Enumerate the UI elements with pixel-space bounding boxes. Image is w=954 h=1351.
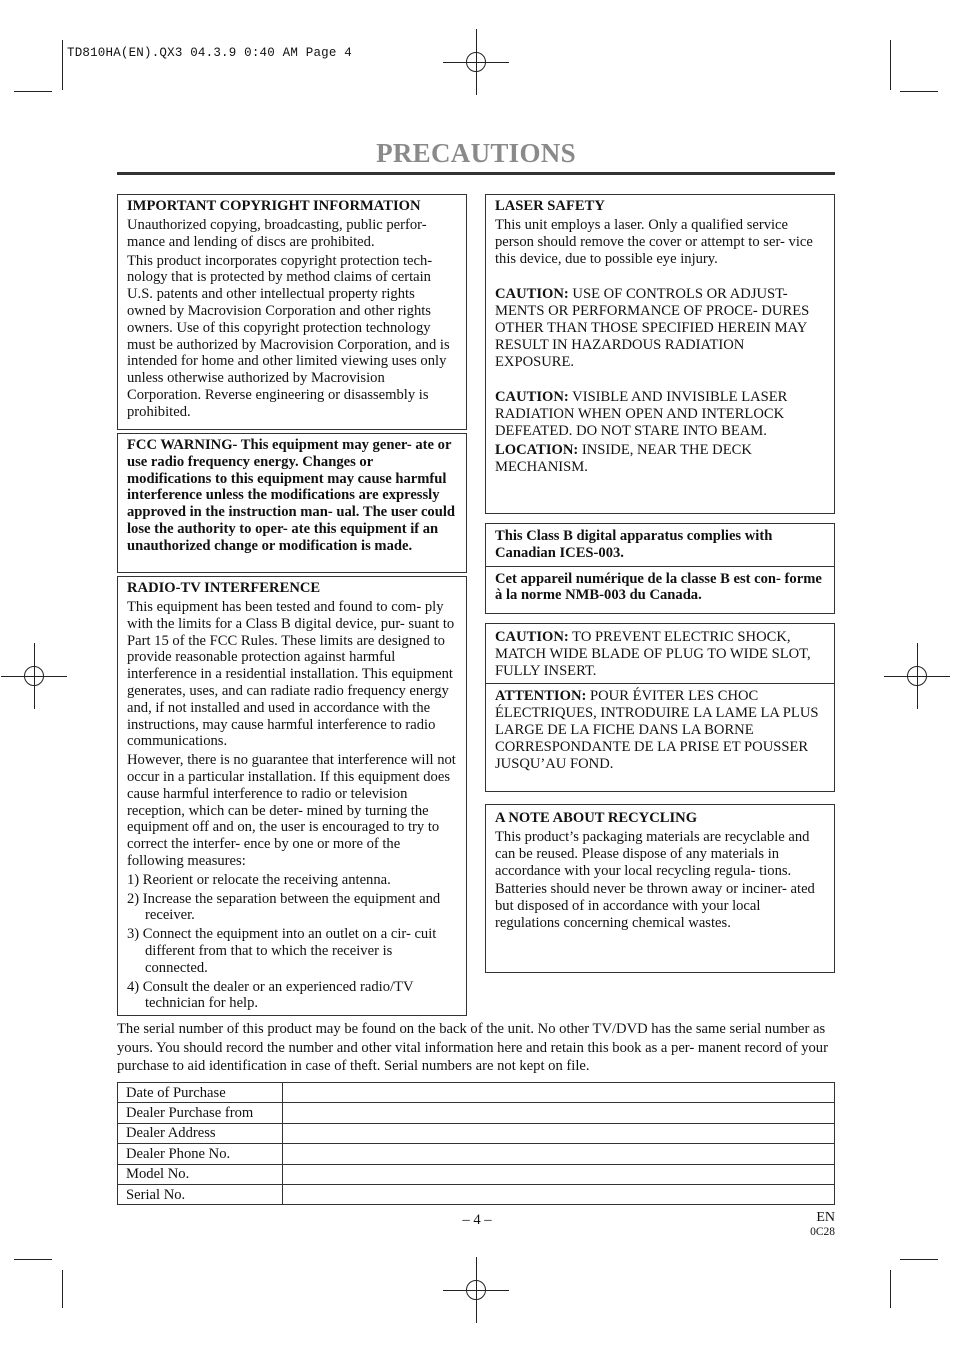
fcc-warning-text: FCC WARNING- This equipment may gener- ate or use radio frequency energy. Changes or modifications to this equipment may cause harmful interference unless the modifications are expressly approved in the instruction man- ual. The user could lose the authority to oper- ate this equipment if an unauthorized change or modification is made. xyxy=(127,437,456,554)
row-label: Serial No. xyxy=(118,1184,283,1204)
crop-mark xyxy=(900,91,938,92)
laser-safety-box xyxy=(485,194,835,514)
registration-mark-right xyxy=(902,661,932,691)
purchase-record-table xyxy=(117,1082,835,1205)
blank-entry-field xyxy=(283,1164,835,1184)
canada-compliance-box xyxy=(485,523,835,614)
copyright-box xyxy=(117,194,467,430)
laser-location: LOCATION: INSIDE, NEAR THE DECK MECHANISM. xyxy=(495,441,752,475)
row-label: Dealer Purchase from xyxy=(118,1103,283,1123)
list-item: 1) Reorient or relocate the receiving antenna. xyxy=(127,871,391,888)
table-row xyxy=(118,1103,835,1123)
fcc-warning-box xyxy=(117,433,467,573)
blank-entry-field xyxy=(283,1083,835,1103)
blank-entry-field xyxy=(283,1123,835,1143)
row-label: Dealer Phone No. xyxy=(118,1144,283,1164)
crop-mark xyxy=(14,1259,52,1260)
divider xyxy=(486,566,834,567)
row-label: Model No. xyxy=(118,1164,283,1184)
registration-mark-left xyxy=(19,661,49,691)
laser-paragraph: This unit employs a laser. Only a qualified service person should remove the cover or attempt to ser- vice this device, due to possible eye injury. xyxy=(495,217,813,267)
radio-tv-heading: RADIO-TV INTERFERENCE xyxy=(127,580,321,596)
laser-caution-1: CAUTION: USE OF CONTROLS OR ADJUST- MENTS OR PERFORMANCE OF PROCE- DURES OTHER THAN THOSE SPECIFIED HEREIN MAY RESULT IN HAZARDOUS RADIATION EXPOSURE. xyxy=(495,286,810,370)
page-title: PRECAUTIONS xyxy=(376,138,576,168)
crop-mark xyxy=(900,1259,938,1260)
crop-mark xyxy=(62,1270,63,1308)
document-code: 0C28 xyxy=(810,1226,835,1238)
recycling-heading: A NOTE ABOUT RECYCLING xyxy=(495,810,698,826)
laser-heading: LASER SAFETY xyxy=(495,198,605,214)
radio-tv-box xyxy=(117,576,467,1016)
canada-french: Cet appareil numérique de la classe B est con- forme à la norme NMB-003 du Canada. xyxy=(495,570,822,604)
list-item: 4) Consult the dealer or an experienced radio/TV technician for help. xyxy=(127,978,414,1012)
recycling-paragraph: Batteries should never be thrown away or inciner- ated but disposed of in accordance with your local regulations concerning chemical wastes. xyxy=(495,881,815,931)
blank-entry-field xyxy=(283,1103,835,1123)
laser-caution-2: CAUTION: VISIBLE AND INVISIBLE LASER RADIATION WHEN OPEN AND INTERLOCK DEFEATED. DO NOT STARE INTO BEAM. xyxy=(495,389,788,439)
list-item: 3) Connect the equipment into an outlet on a cir- cuit different from that to which the receiver is connected. xyxy=(127,926,437,976)
title-rule xyxy=(117,172,835,175)
page-number: – 4 – xyxy=(462,1212,492,1228)
table-row xyxy=(118,1184,835,1204)
table-row xyxy=(118,1123,835,1143)
blank-entry-field xyxy=(283,1144,835,1164)
shock-attention: ATTENTION: POUR ÉVITER LES CHOC ÉLECTRIQUES, INTRODUIRE LA LAME LA PLUS LARGE DE LA FICHE DANS LA BORNE CORRESPONDANTE DE LA PRISE ET POUSSER JUSQU’AU FOND. xyxy=(495,688,819,772)
measures-list xyxy=(127,872,457,1012)
registration-mark-top xyxy=(461,47,491,77)
table-row xyxy=(118,1083,835,1103)
row-label: Dealer Address xyxy=(118,1123,283,1143)
radio-tv-paragraph: This equipment has been tested and found to com- ply with the limits for a Class B digital device, pur- suant to Part 15 of the FCC Rules. These limits are designed to provide reasonable protection against harmful interference in a residential installation. This equipment generates, uses, and can radiate radio frequency energy and, if not installed and used in accordance with the instructions, may cause harmful interference to radio communications. xyxy=(127,599,455,750)
copyright-heading: IMPORTANT COPYRIGHT INFORMATION xyxy=(127,198,421,214)
copyright-paragraph: Unauthorized copying, broadcasting, public perfor- mance and lending of discs are prohibited. xyxy=(127,217,427,250)
electric-shock-box xyxy=(485,623,835,792)
row-label: Date of Purchase xyxy=(118,1083,283,1103)
language-code: EN xyxy=(816,1210,835,1225)
divider xyxy=(486,683,834,684)
table-row xyxy=(118,1164,835,1184)
crop-mark xyxy=(14,91,52,92)
crop-mark xyxy=(890,40,891,90)
radio-tv-paragraph: However, there is no guarantee that interference will not occur in a particular installation. If this equipment does cause harmful interference to radio or television reception, which can be deter- mined by turning the equipment off and on, the user is encouraged to try to correct the interfer- ence by one or more of the following measures: xyxy=(127,752,456,869)
recycling-paragraph: This product’s packaging materials are recyclable and can be reused. Please dispose of any materials in accordance with your local recycling regula- tions. xyxy=(495,829,810,879)
registration-mark-bottom xyxy=(461,1275,491,1305)
list-item: 2) Increase the separation between the equipment and receiver. xyxy=(127,890,441,924)
recycling-box xyxy=(485,804,835,973)
copyright-paragraph: This product incorporates copyright protection tech- nology that is protected by method claims of certain U.S. patents and other intellectual property rights owned by Macrovision Corporation and other rights owners. Use of this copyright protection technology must be authorized by Macrovision Corporation, and is intended for home and other limited viewing uses only unless otherwise authorized by Macrovision Corporation. Reverse engineering or disassembly is prohibited. xyxy=(127,252,450,420)
crop-mark xyxy=(890,1270,891,1308)
file-slug: TD810HA(EN).QX3 04.3.9 0:40 AM Page 4 xyxy=(67,46,352,60)
shock-caution: CAUTION: TO PREVENT ELECTRIC SHOCK, MATCH WIDE BLADE OF PLUG TO WIDE SLOT, FULLY INSERT. xyxy=(495,629,811,679)
crop-mark xyxy=(62,40,63,90)
blank-entry-field xyxy=(283,1184,835,1204)
table-row xyxy=(118,1144,835,1164)
canada-english: This Class B digital apparatus complies with Canadian ICES-003. xyxy=(495,528,773,561)
serial-number-note: The serial number of this product may be found on the back of the unit. No other TV/DVD has the same serial number as yours. You should record the number and other vital information here and retain this book as a per- manent record of your purchase to aid identification in case of theft. Serial numbers are not kept on file. xyxy=(117,1021,828,1074)
